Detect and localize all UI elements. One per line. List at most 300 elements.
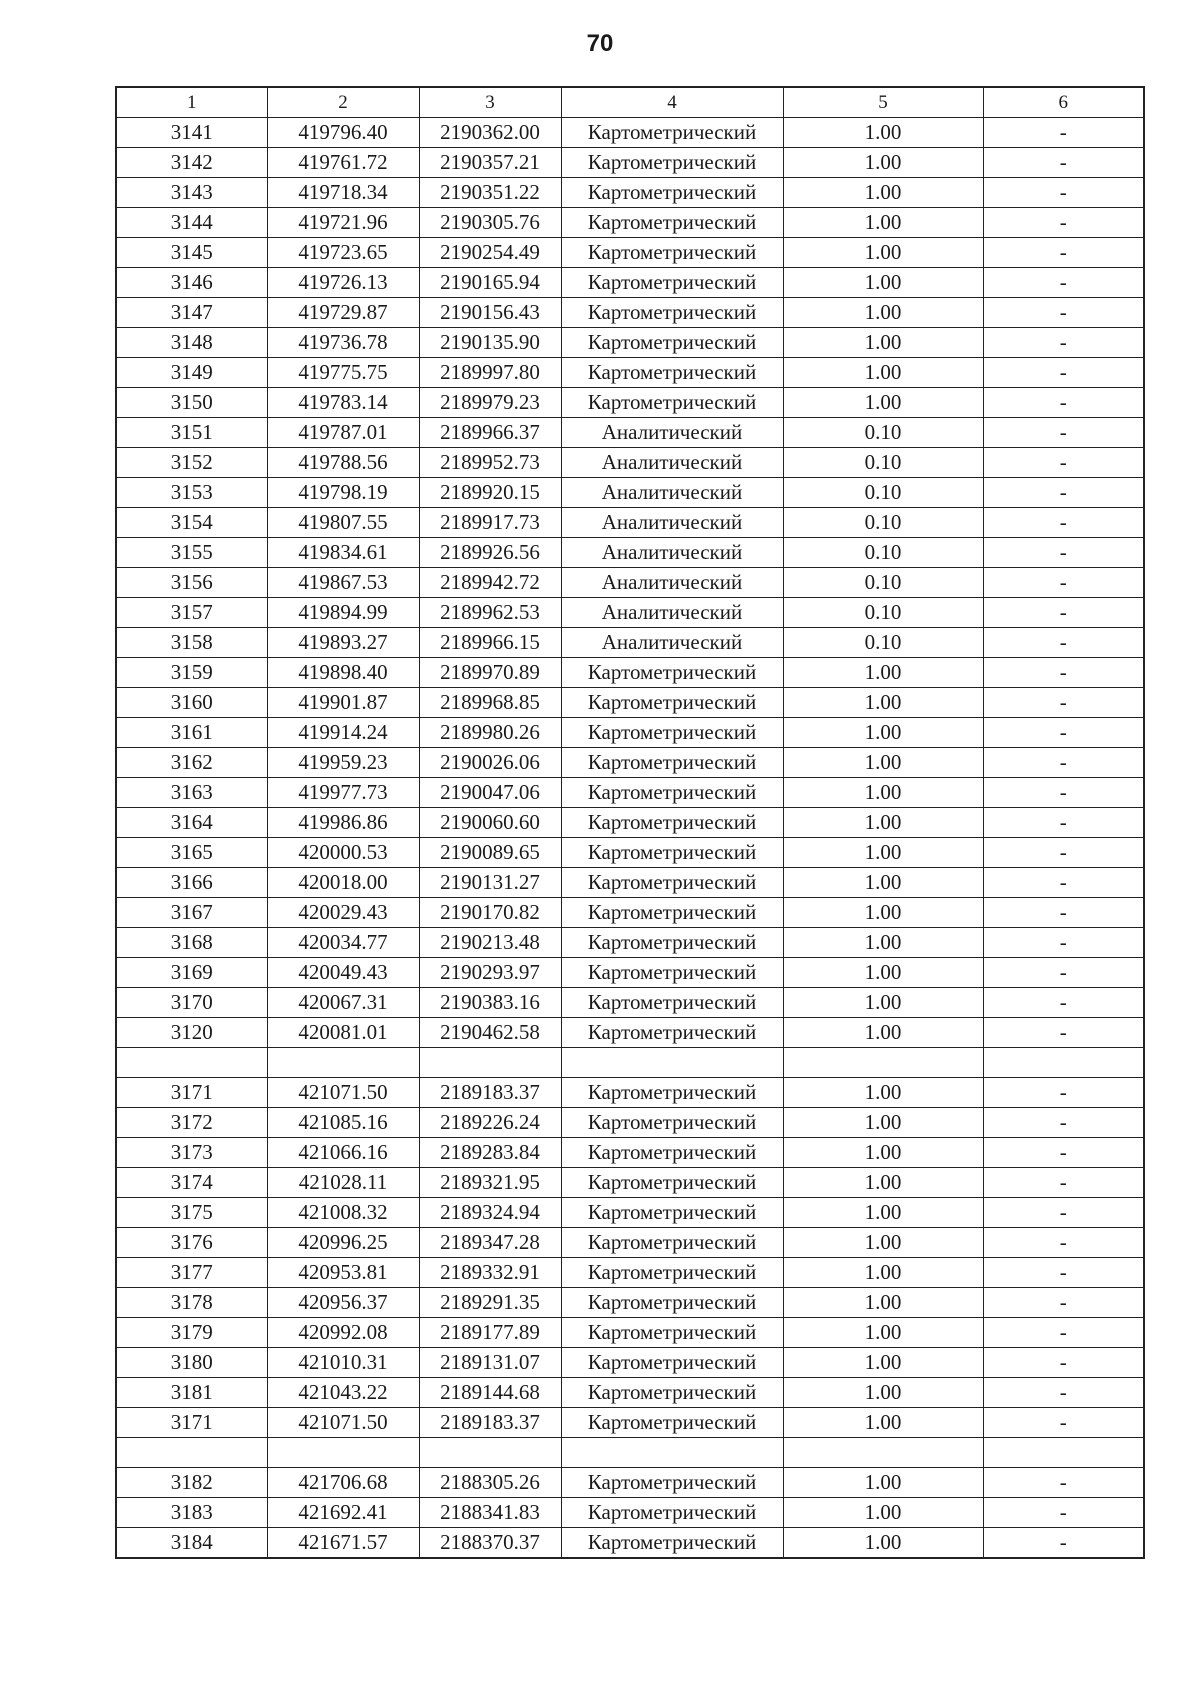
point-number-cell: 3169 — [116, 958, 267, 988]
note-cell: - — [983, 598, 1144, 628]
method-cell: Картометрический — [561, 268, 783, 298]
note-cell: - — [983, 268, 1144, 298]
note-cell: - — [983, 178, 1144, 208]
point-number-cell: 3173 — [116, 1138, 267, 1168]
note-cell: - — [983, 958, 1144, 988]
x-coordinate-cell: 419807.55 — [267, 508, 419, 538]
note-cell: - — [983, 1378, 1144, 1408]
y-coordinate-cell: 2189966.15 — [419, 628, 561, 658]
point-number-cell: 3141 — [116, 118, 267, 148]
method-cell: Картометрический — [561, 1348, 783, 1378]
x-coordinate-cell: 420067.31 — [267, 988, 419, 1018]
note-cell: - — [983, 568, 1144, 598]
accuracy-cell: 1.00 — [783, 778, 983, 808]
method-cell: Картометрический — [561, 1408, 783, 1438]
table-row — [116, 598, 1144, 628]
x-coordinate-cell: 421010.31 — [267, 1348, 419, 1378]
x-coordinate-cell: 421043.22 — [267, 1378, 419, 1408]
method-cell: Аналитический — [561, 448, 783, 478]
point-number-cell: 3165 — [116, 838, 267, 868]
method-cell: Аналитический — [561, 628, 783, 658]
method-cell: Картометрический — [561, 1018, 783, 1048]
method-cell: Картометрический — [561, 658, 783, 688]
point-number-cell: 3172 — [116, 1108, 267, 1138]
accuracy-cell: 0.10 — [783, 538, 983, 568]
method-cell: Аналитический — [561, 478, 783, 508]
header-cell: 4 — [561, 87, 783, 118]
method-cell: Картометрический — [561, 958, 783, 988]
x-coordinate-cell: 419867.53 — [267, 568, 419, 598]
table-row — [116, 868, 1144, 898]
table-row — [116, 958, 1144, 988]
point-number-cell: 3166 — [116, 868, 267, 898]
x-coordinate-cell: 419959.23 — [267, 748, 419, 778]
point-number-cell: 3153 — [116, 478, 267, 508]
method-cell: Картометрический — [561, 1528, 783, 1559]
method-cell: Картометрический — [561, 1108, 783, 1138]
point-number-cell: 3151 — [116, 418, 267, 448]
note-cell: - — [983, 628, 1144, 658]
accuracy-cell: 0.10 — [783, 508, 983, 538]
y-coordinate-cell: 2190213.48 — [419, 928, 561, 958]
note-cell: - — [983, 808, 1144, 838]
y-coordinate-cell: 2189917.73 — [419, 508, 561, 538]
y-coordinate-cell: 2189962.53 — [419, 598, 561, 628]
header-cell: 6 — [983, 87, 1144, 118]
point-number-cell: 3142 — [116, 148, 267, 178]
x-coordinate-cell: 419788.56 — [267, 448, 419, 478]
x-coordinate-cell: 419721.96 — [267, 208, 419, 238]
x-coordinate-cell: 421071.50 — [267, 1408, 419, 1438]
note-cell: - — [983, 1288, 1144, 1318]
y-coordinate-cell: 2189926.56 — [419, 538, 561, 568]
x-coordinate-cell: 419894.99 — [267, 598, 419, 628]
method-cell: Картометрический — [561, 178, 783, 208]
y-coordinate-cell: 2190135.90 — [419, 328, 561, 358]
point-number-cell — [116, 1048, 267, 1078]
note-cell: - — [983, 508, 1144, 538]
table-row — [116, 838, 1144, 868]
note-cell: - — [983, 448, 1144, 478]
method-cell: Аналитический — [561, 568, 783, 598]
accuracy-cell: 1.00 — [783, 1468, 983, 1498]
method-cell: Картометрический — [561, 1288, 783, 1318]
method-cell: Аналитический — [561, 598, 783, 628]
accuracy-cell: 1.00 — [783, 718, 983, 748]
table-row — [116, 1528, 1144, 1559]
x-coordinate-cell: 421671.57 — [267, 1528, 419, 1559]
note-cell: - — [983, 238, 1144, 268]
table-row — [116, 208, 1144, 238]
table-row — [116, 538, 1144, 568]
point-number-cell: 3167 — [116, 898, 267, 928]
y-coordinate-cell: 2188305.26 — [419, 1468, 561, 1498]
method-cell: Картометрический — [561, 1318, 783, 1348]
accuracy-cell: 1.00 — [783, 988, 983, 1018]
point-number-cell: 3149 — [116, 358, 267, 388]
point-number-cell: 3163 — [116, 778, 267, 808]
accuracy-cell: 1.00 — [783, 1108, 983, 1138]
y-coordinate-cell: 2190089.65 — [419, 838, 561, 868]
note-cell: - — [983, 538, 1144, 568]
accuracy-cell: 1.00 — [783, 238, 983, 268]
accuracy-cell: 1.00 — [783, 838, 983, 868]
point-number-cell: 3161 — [116, 718, 267, 748]
note-cell: - — [983, 478, 1144, 508]
table-row — [116, 448, 1144, 478]
accuracy-cell — [783, 1438, 983, 1468]
note-cell: - — [983, 1318, 1144, 1348]
x-coordinate-cell: 419914.24 — [267, 718, 419, 748]
x-coordinate-cell: 419834.61 — [267, 538, 419, 568]
y-coordinate-cell: 2190131.27 — [419, 868, 561, 898]
accuracy-cell: 1.00 — [783, 208, 983, 238]
x-coordinate-cell: 420996.25 — [267, 1228, 419, 1258]
table-row — [116, 268, 1144, 298]
method-cell: Картометрический — [561, 208, 783, 238]
accuracy-cell: 1.00 — [783, 1498, 983, 1528]
point-number-cell: 3158 — [116, 628, 267, 658]
method-cell: Картометрический — [561, 298, 783, 328]
accuracy-cell: 1.00 — [783, 1198, 983, 1228]
table-row — [116, 418, 1144, 448]
point-number-cell: 3148 — [116, 328, 267, 358]
table-row — [116, 898, 1144, 928]
accuracy-cell: 1.00 — [783, 808, 983, 838]
x-coordinate-cell: 421085.16 — [267, 1108, 419, 1138]
method-cell: Картометрический — [561, 328, 783, 358]
table-row — [116, 238, 1144, 268]
point-number-cell: 3143 — [116, 178, 267, 208]
note-cell: - — [983, 1408, 1144, 1438]
table-row — [116, 778, 1144, 808]
point-number-cell: 3181 — [116, 1378, 267, 1408]
x-coordinate-cell: 419986.86 — [267, 808, 419, 838]
accuracy-cell: 1.00 — [783, 388, 983, 418]
method-cell: Картометрический — [561, 928, 783, 958]
method-cell: Картометрический — [561, 148, 783, 178]
point-number-cell: 3155 — [116, 538, 267, 568]
y-coordinate-cell: 2189131.07 — [419, 1348, 561, 1378]
accuracy-cell: 1.00 — [783, 298, 983, 328]
y-coordinate-cell: 2188370.37 — [419, 1528, 561, 1559]
method-cell: Картометрический — [561, 388, 783, 418]
note-cell: - — [983, 1528, 1144, 1559]
note-cell: - — [983, 688, 1144, 718]
method-cell: Картометрический — [561, 898, 783, 928]
accuracy-cell: 0.10 — [783, 448, 983, 478]
note-cell: - — [983, 718, 1144, 748]
table-row — [116, 1288, 1144, 1318]
coordinates-table — [115, 86, 1145, 1559]
header-cell: 2 — [267, 87, 419, 118]
note-cell: - — [983, 1078, 1144, 1108]
table-row — [116, 568, 1144, 598]
y-coordinate-cell: 2189226.24 — [419, 1108, 561, 1138]
note-cell: - — [983, 418, 1144, 448]
note-cell: - — [983, 1018, 1144, 1048]
table-body — [116, 118, 1144, 1559]
y-coordinate-cell: 2189183.37 — [419, 1078, 561, 1108]
table-row — [116, 718, 1144, 748]
note-cell: - — [983, 1108, 1144, 1138]
note-cell: - — [983, 328, 1144, 358]
y-coordinate-cell: 2189183.37 — [419, 1408, 561, 1438]
method-cell: Картометрический — [561, 1498, 783, 1528]
accuracy-cell: 0.10 — [783, 568, 983, 598]
note-cell: - — [983, 1228, 1144, 1258]
method-cell: Картометрический — [561, 238, 783, 268]
accuracy-cell: 1.00 — [783, 118, 983, 148]
y-coordinate-cell: 2189283.84 — [419, 1138, 561, 1168]
table-row — [116, 658, 1144, 688]
method-cell: Картометрический — [561, 748, 783, 778]
point-number-cell: 3184 — [116, 1528, 267, 1559]
x-coordinate-cell: 420018.00 — [267, 868, 419, 898]
accuracy-cell: 1.00 — [783, 1168, 983, 1198]
x-coordinate-cell: 420029.43 — [267, 898, 419, 928]
table-row — [116, 1378, 1144, 1408]
note-cell: - — [983, 1468, 1144, 1498]
point-number-cell: 3147 — [116, 298, 267, 328]
x-coordinate-cell: 420081.01 — [267, 1018, 419, 1048]
table-row — [116, 388, 1144, 418]
table-row — [116, 1198, 1144, 1228]
method-cell: Картометрический — [561, 1228, 783, 1258]
method-cell: Аналитический — [561, 538, 783, 568]
table-row — [116, 1258, 1144, 1288]
note-cell: - — [983, 748, 1144, 778]
x-coordinate-cell: 419798.19 — [267, 478, 419, 508]
accuracy-cell: 1.00 — [783, 358, 983, 388]
y-coordinate-cell: 2189952.73 — [419, 448, 561, 478]
x-coordinate-cell: 420049.43 — [267, 958, 419, 988]
accuracy-cell: 1.00 — [783, 1078, 983, 1108]
table-row — [116, 1438, 1144, 1468]
x-coordinate-cell: 419726.13 — [267, 268, 419, 298]
y-coordinate-cell: 2189980.26 — [419, 718, 561, 748]
accuracy-cell: 0.10 — [783, 478, 983, 508]
x-coordinate-cell: 419796.40 — [267, 118, 419, 148]
point-number-cell: 3156 — [116, 568, 267, 598]
note-cell — [983, 1048, 1144, 1078]
table-row — [116, 628, 1144, 658]
note-cell: - — [983, 778, 1144, 808]
accuracy-cell: 1.00 — [783, 1348, 983, 1378]
table-row — [116, 1078, 1144, 1108]
table-row — [116, 808, 1144, 838]
method-cell: Аналитический — [561, 508, 783, 538]
point-number-cell: 3175 — [116, 1198, 267, 1228]
table-row — [116, 1408, 1144, 1438]
table-row — [116, 988, 1144, 1018]
point-number-cell: 3160 — [116, 688, 267, 718]
x-coordinate-cell: 419977.73 — [267, 778, 419, 808]
method-cell: Картометрический — [561, 1198, 783, 1228]
x-coordinate-cell: 419775.75 — [267, 358, 419, 388]
y-coordinate-cell: 2189347.28 — [419, 1228, 561, 1258]
x-coordinate-cell: 421066.16 — [267, 1138, 419, 1168]
table-row — [116, 748, 1144, 778]
x-coordinate-cell: 419761.72 — [267, 148, 419, 178]
accuracy-cell: 1.00 — [783, 1288, 983, 1318]
x-coordinate-cell: 419893.27 — [267, 628, 419, 658]
accuracy-cell: 1.00 — [783, 1018, 983, 1048]
x-coordinate-cell: 420000.53 — [267, 838, 419, 868]
note-cell: - — [983, 928, 1144, 958]
point-number-cell: 3144 — [116, 208, 267, 238]
point-number-cell: 3182 — [116, 1468, 267, 1498]
note-cell: - — [983, 1348, 1144, 1378]
point-number-cell — [116, 1438, 267, 1468]
y-coordinate-cell: 2188341.83 — [419, 1498, 561, 1528]
point-number-cell: 3177 — [116, 1258, 267, 1288]
note-cell: - — [983, 388, 1144, 418]
accuracy-cell: 1.00 — [783, 1528, 983, 1559]
x-coordinate-cell: 419736.78 — [267, 328, 419, 358]
y-coordinate-cell: 2189920.15 — [419, 478, 561, 508]
point-number-cell: 3179 — [116, 1318, 267, 1348]
table-row — [116, 1228, 1144, 1258]
x-coordinate-cell: 419901.87 — [267, 688, 419, 718]
table-row — [116, 298, 1144, 328]
table-row — [116, 928, 1144, 958]
x-coordinate-cell: 420992.08 — [267, 1318, 419, 1348]
accuracy-cell: 1.00 — [783, 328, 983, 358]
y-coordinate-cell: 2190357.21 — [419, 148, 561, 178]
method-cell: Картометрический — [561, 778, 783, 808]
y-coordinate-cell: 2189942.72 — [419, 568, 561, 598]
table-row — [116, 1048, 1144, 1078]
table-row — [116, 328, 1144, 358]
method-cell: Картометрический — [561, 688, 783, 718]
y-coordinate-cell: 2190156.43 — [419, 298, 561, 328]
table-row — [116, 1348, 1144, 1378]
y-coordinate-cell: 2189291.35 — [419, 1288, 561, 1318]
y-coordinate-cell: 2189997.80 — [419, 358, 561, 388]
accuracy-cell: 0.10 — [783, 418, 983, 448]
accuracy-cell: 1.00 — [783, 1138, 983, 1168]
point-number-cell: 3174 — [116, 1168, 267, 1198]
note-cell: - — [983, 1198, 1144, 1228]
x-coordinate-cell: 419723.65 — [267, 238, 419, 268]
x-coordinate-cell: 421706.68 — [267, 1468, 419, 1498]
table-row — [116, 358, 1144, 388]
accuracy-cell: 1.00 — [783, 928, 983, 958]
point-number-cell: 3154 — [116, 508, 267, 538]
table-row — [116, 1318, 1144, 1348]
note-cell: - — [983, 1498, 1144, 1528]
note-cell: - — [983, 1168, 1144, 1198]
accuracy-cell: 1.00 — [783, 958, 983, 988]
table-row — [116, 118, 1144, 148]
table-row — [116, 1468, 1144, 1498]
x-coordinate-cell: 421071.50 — [267, 1078, 419, 1108]
method-cell: Картометрический — [561, 868, 783, 898]
table-header-row — [116, 87, 1144, 118]
x-coordinate-cell: 419783.14 — [267, 388, 419, 418]
x-coordinate-cell — [267, 1048, 419, 1078]
point-number-cell: 3162 — [116, 748, 267, 778]
y-coordinate-cell: 2190462.58 — [419, 1018, 561, 1048]
accuracy-cell: 1.00 — [783, 748, 983, 778]
x-coordinate-cell: 420034.77 — [267, 928, 419, 958]
table-row — [116, 688, 1144, 718]
x-coordinate-cell: 420956.37 — [267, 1288, 419, 1318]
point-number-cell: 3164 — [116, 808, 267, 838]
method-cell: Картометрический — [561, 718, 783, 748]
note-cell: - — [983, 358, 1144, 388]
method-cell: Картометрический — [561, 358, 783, 388]
y-coordinate-cell: 2190047.06 — [419, 778, 561, 808]
note-cell: - — [983, 988, 1144, 1018]
table-row — [116, 1018, 1144, 1048]
point-number-cell: 3145 — [116, 238, 267, 268]
accuracy-cell: 1.00 — [783, 898, 983, 928]
x-coordinate-cell: 419787.01 — [267, 418, 419, 448]
point-number-cell: 3168 — [116, 928, 267, 958]
y-coordinate-cell: 2189968.85 — [419, 688, 561, 718]
x-coordinate-cell: 420953.81 — [267, 1258, 419, 1288]
table-row — [116, 478, 1144, 508]
accuracy-cell: 1.00 — [783, 688, 983, 718]
accuracy-cell: 1.00 — [783, 268, 983, 298]
x-coordinate-cell: 421692.41 — [267, 1498, 419, 1528]
accuracy-cell: 1.00 — [783, 868, 983, 898]
point-number-cell: 3180 — [116, 1348, 267, 1378]
y-coordinate-cell: 2190165.94 — [419, 268, 561, 298]
y-coordinate-cell: 2190293.97 — [419, 958, 561, 988]
y-coordinate-cell: 2189966.37 — [419, 418, 561, 448]
y-coordinate-cell: 2190060.60 — [419, 808, 561, 838]
header-cell: 1 — [116, 87, 267, 118]
method-cell: Картометрический — [561, 1378, 783, 1408]
method-cell: Аналитический — [561, 418, 783, 448]
y-coordinate-cell: 2189144.68 — [419, 1378, 561, 1408]
accuracy-cell: 1.00 — [783, 1258, 983, 1288]
page-number: 70 — [586, 30, 614, 57]
point-number-cell: 3150 — [116, 388, 267, 418]
note-cell: - — [983, 868, 1144, 898]
table-row — [116, 178, 1144, 208]
y-coordinate-cell: 2189332.91 — [419, 1258, 561, 1288]
note-cell: - — [983, 1258, 1144, 1288]
method-cell: Картометрический — [561, 808, 783, 838]
table-row — [116, 148, 1144, 178]
y-coordinate-cell: 2189321.95 — [419, 1168, 561, 1198]
point-number-cell: 3159 — [116, 658, 267, 688]
accuracy-cell: 1.00 — [783, 178, 983, 208]
header-cell: 3 — [419, 87, 561, 118]
note-cell: - — [983, 898, 1144, 928]
method-cell: Картометрический — [561, 1168, 783, 1198]
note-cell: - — [983, 148, 1144, 178]
method-cell — [561, 1438, 783, 1468]
point-number-cell: 3176 — [116, 1228, 267, 1258]
method-cell: Картометрический — [561, 1078, 783, 1108]
accuracy-cell: 1.00 — [783, 1408, 983, 1438]
table-row — [116, 1108, 1144, 1138]
table-row — [116, 508, 1144, 538]
point-number-cell: 3146 — [116, 268, 267, 298]
note-cell — [983, 1438, 1144, 1468]
point-number-cell: 3171 — [116, 1408, 267, 1438]
x-coordinate-cell: 421008.32 — [267, 1198, 419, 1228]
note-cell: - — [983, 1138, 1144, 1168]
note-cell: - — [983, 208, 1144, 238]
y-coordinate-cell: 2190305.76 — [419, 208, 561, 238]
note-cell: - — [983, 838, 1144, 868]
